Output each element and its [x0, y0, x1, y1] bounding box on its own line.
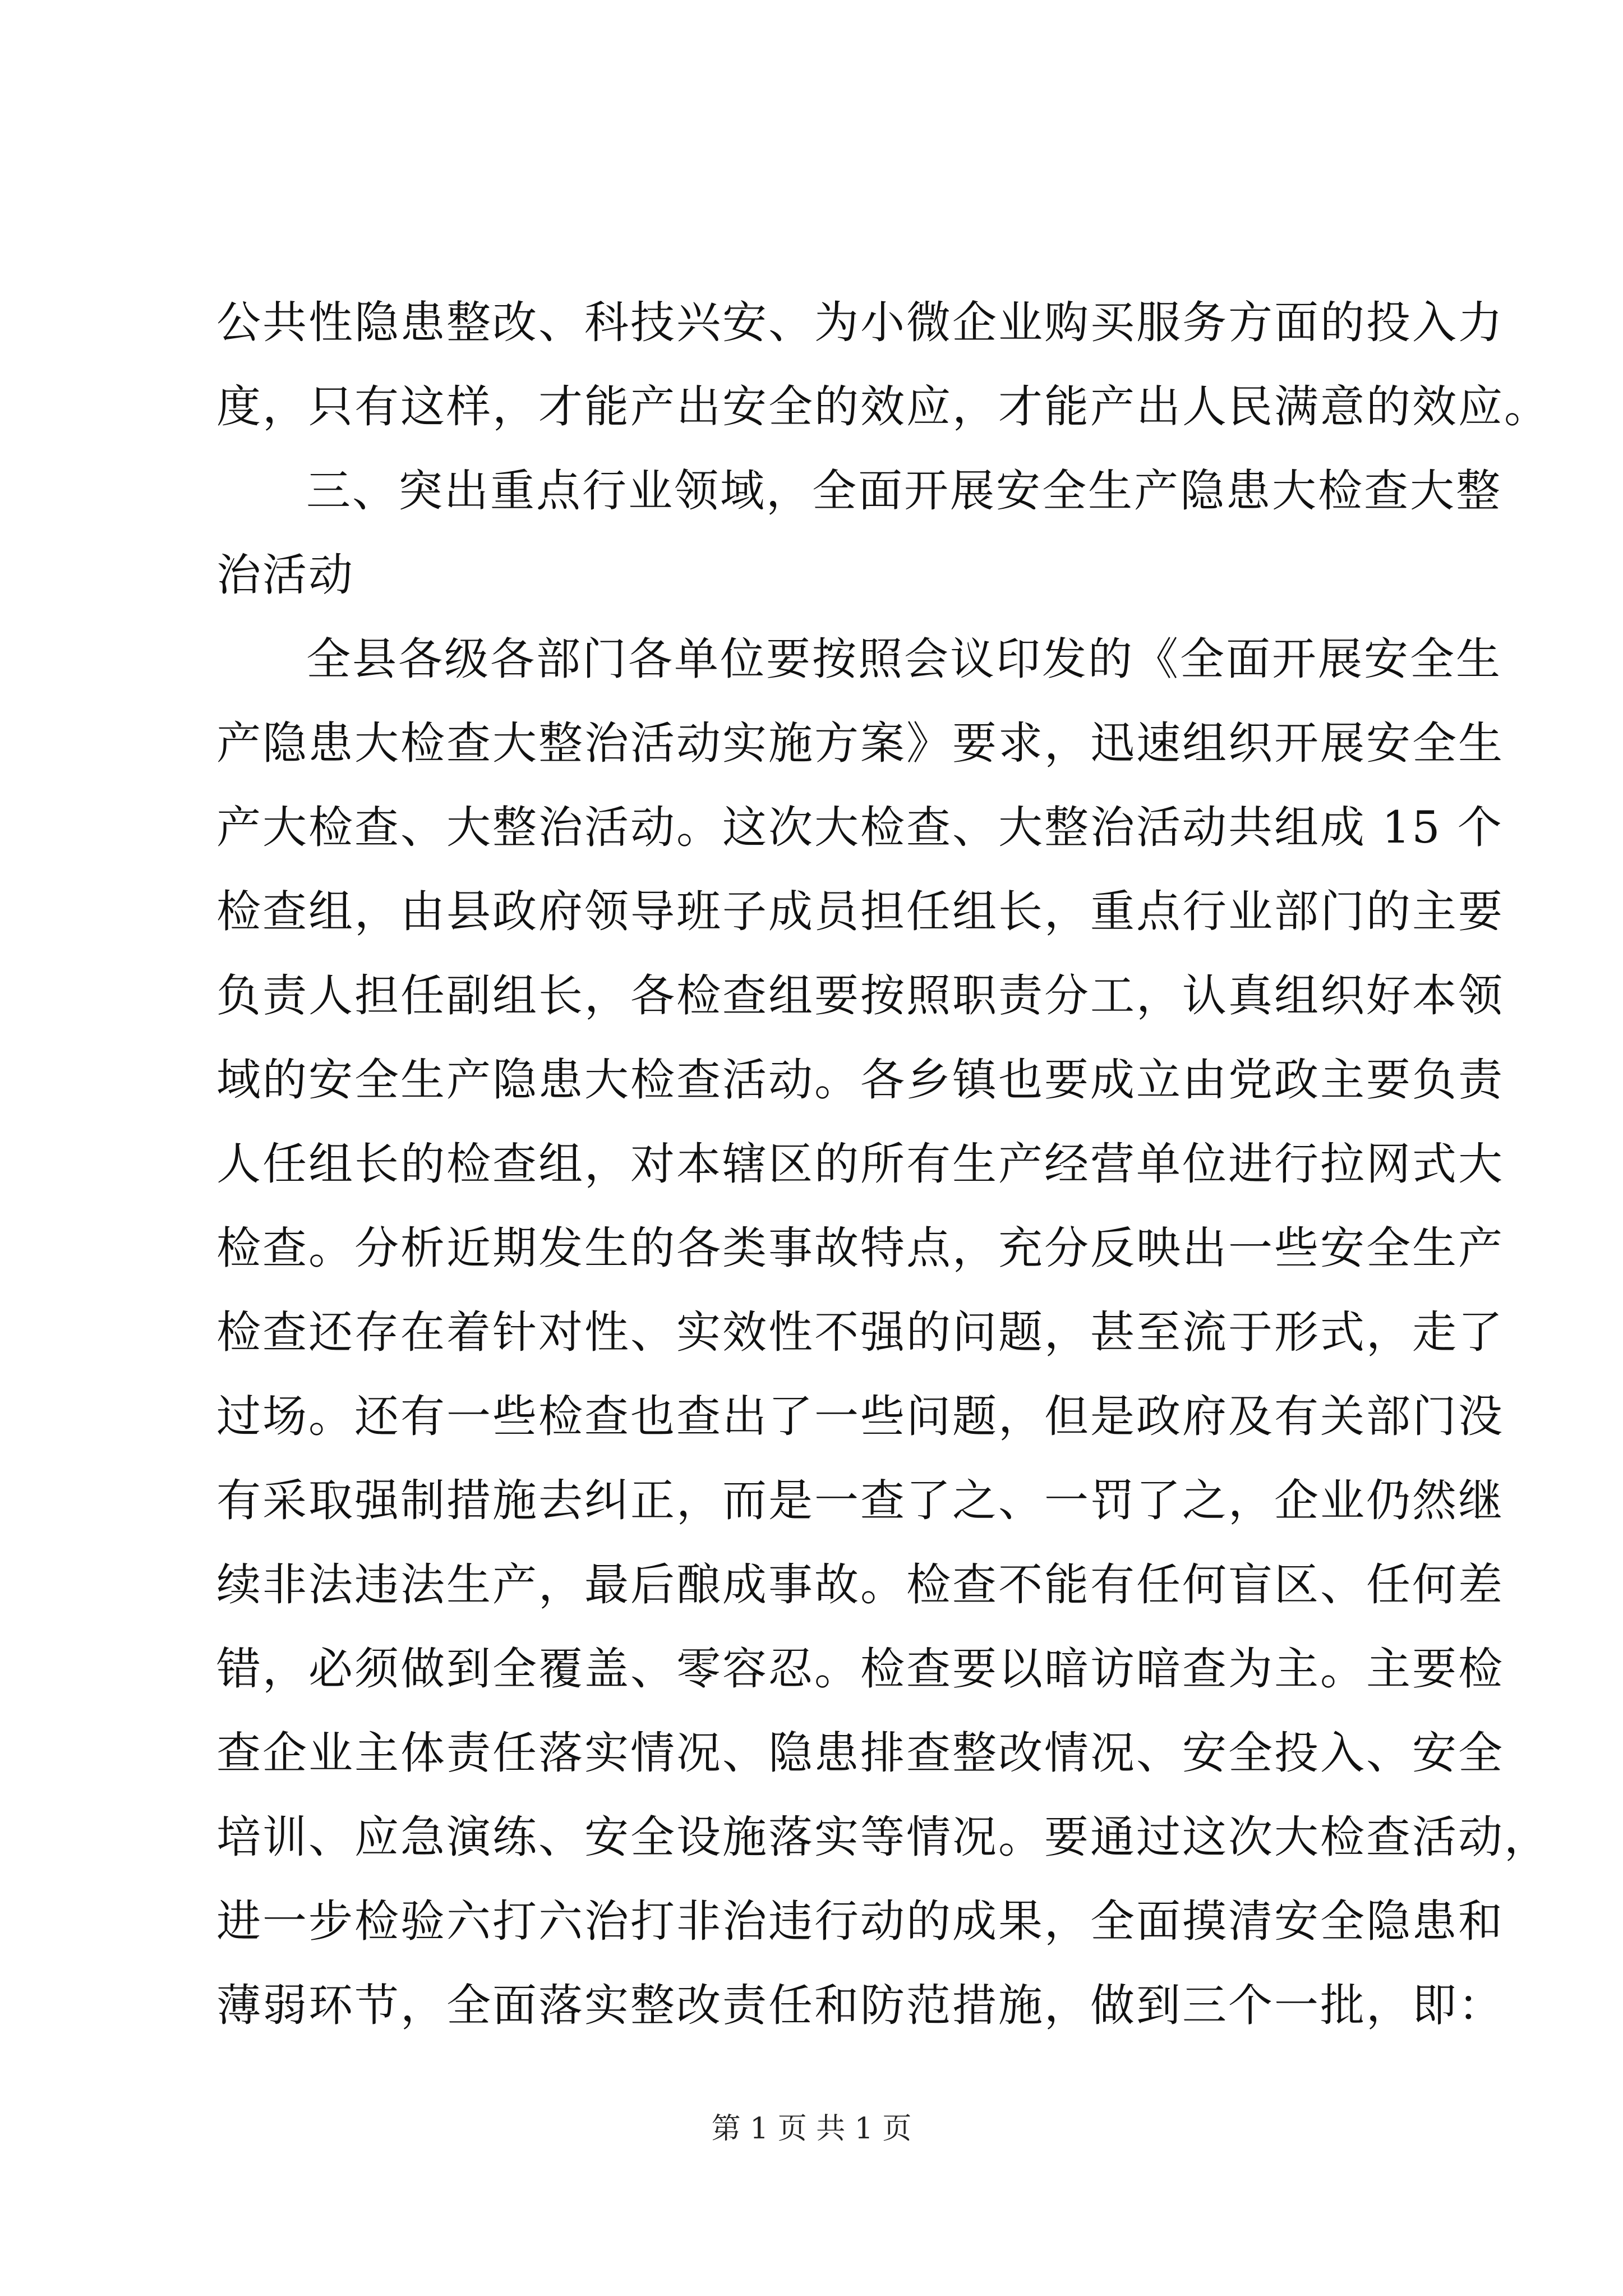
document-body [216, 280, 1550, 2047]
body-line: 有采取强制措施去纠正，而是一查了之、一罚了之，企业仍然继 [216, 1475, 1504, 1526]
body-line: 产隐患大检查大整治活动实施方案》要求，迅速组织开展安全生 [216, 717, 1504, 769]
body-line: 产大检查、大整治活动。这次大检查、大整治活动共组成 15 个 [216, 802, 1504, 853]
section-heading-line: 治活动 [216, 549, 354, 601]
body-line: 检查组，由县政府领导班子成员担任组长，重点行业部门的主要 [216, 886, 1504, 937]
body-line: 过场。还有一些检查也查出了一些问题，但是政府及有关部门没 [216, 1391, 1504, 1442]
page-footer [0, 2109, 1623, 2148]
body-line: 域的安全生产隐患大检查活动。各乡镇也要成立由党政主要负责 [216, 1054, 1504, 1106]
body-line: 检查。分析近期发生的各类事故特点，充分反映出一些安全生产 [216, 1222, 1504, 1274]
body-line: 薄弱环节，全面落实整改责任和防范措施，做到三个一批，即： [216, 1980, 1504, 2031]
body-line: 培训、应急演练、安全设施落实等情况。要通过这次大检查活动， [216, 1811, 1550, 1863]
body-line: 进一步检验六打六治打非治违行动的成果，全面摸清安全隐患和 [216, 1895, 1504, 1947]
body-line: 全县各级各部门各单位要按照会议印发的《全面开展安全生 [306, 633, 1502, 685]
body-line: 人任组长的检查组，对本辖区的所有生产经营单位进行拉网式大 [216, 1138, 1504, 1190]
body-line: 负责人担任副组长，各检查组要按照职责分工，认真组织好本领 [216, 970, 1504, 1022]
body-line: 公共性隐患整改、科技兴安、为小微企业购买服务方面的投入力 [216, 297, 1504, 348]
section-heading-line: 三、突出重点行业领域，全面开展安全生产隐患大检查大整 [306, 465, 1502, 517]
body-line: 错，必须做到全覆盖、零容忍。检查要以暗访暗查为主。主要检 [216, 1643, 1504, 1695]
body-line: 续非法违法生产，最后酿成事故。检查不能有任何盲区、任何差 [216, 1559, 1504, 1611]
page-number-label: 第 1 页 共 1 页 [711, 2112, 912, 2146]
body-line: 度，只有这样，才能产出安全的效应，才能产出人民满意的效应。 [216, 381, 1550, 432]
body-line: 查企业主体责任落实情况、隐患排查整改情况、安全投入、安全 [216, 1727, 1504, 1779]
body-line: 检查还存在着针对性、实效性不强的问题，甚至流于形式，走了 [216, 1306, 1504, 1358]
